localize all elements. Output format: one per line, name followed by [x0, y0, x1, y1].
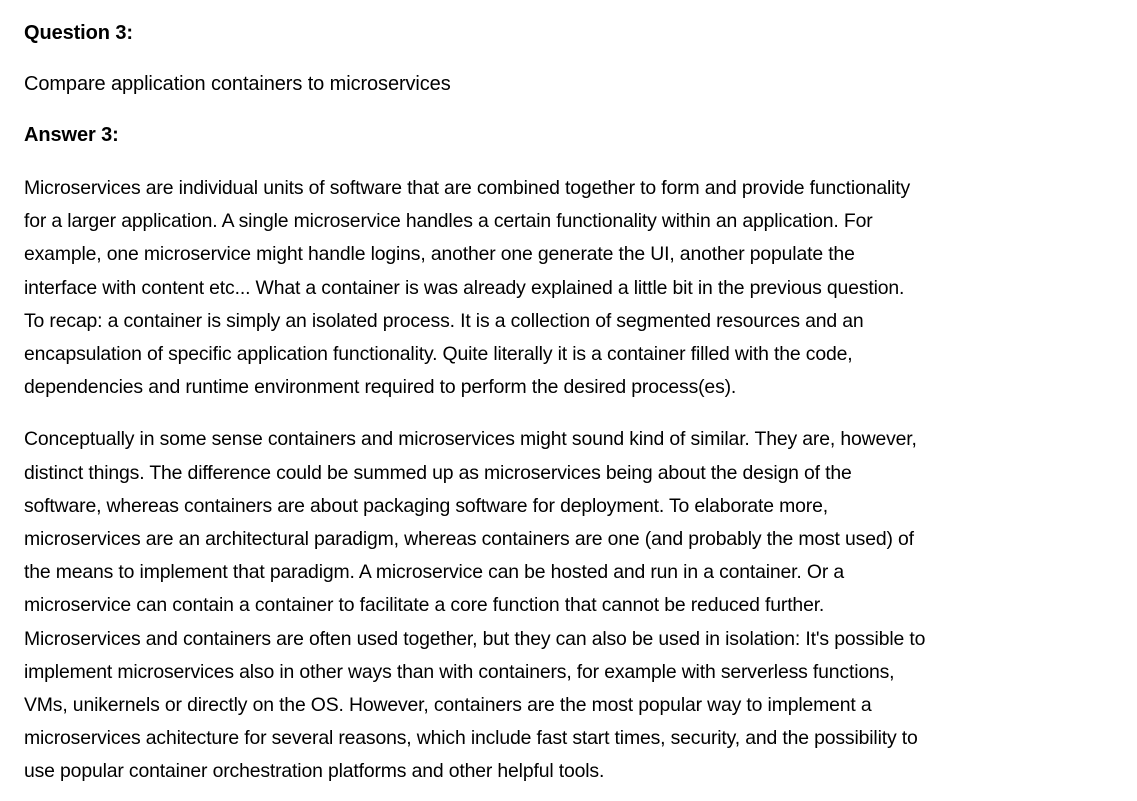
paragraph-line: Microservices are individual units of software that are combined together to form and provide functionality [24, 177, 911, 199]
answer-heading: Answer 3: [24, 124, 119, 146]
paragraph-line: microservices achitecture for several reasons, which include fast start times, security, and the possibility to [24, 727, 918, 750]
paragraph-line: Conceptually in some sense containers and microservices might sound kind of similar. They are, however, [24, 428, 917, 451]
paragraph-line: the means to implement that paradigm. A microservice can be hosted and run in a container. Or a [24, 561, 845, 584]
paragraph-line: use popular container orchestration platforms and other helpful tools. [24, 760, 605, 783]
paragraph-line: encapsulation of specific application functionality. Quite literally it is a container filled with the code, [24, 343, 853, 366]
question-heading: Question 3: [24, 22, 133, 44]
answer-paragraph-2 [24, 423, 1134, 788]
paragraph-line: To recap: a container is simply an isolated process. It is a collection of segmented resources and an [24, 309, 864, 332]
question-text: Compare application containers to microservices [24, 73, 451, 95]
paragraph-line: implement microservices also in other ways than with containers, for example with serverless functions, [24, 660, 895, 683]
paragraph-line: interface with content etc... What a container is was already explained a little bit in the previous question. [24, 276, 905, 299]
paragraph-line: Microservices and containers are often used together, but they can also be used in isolation: It's possible to [24, 627, 926, 650]
paragraph-line: example, one microservice might handle logins, another one generate the UI, another populate the [24, 243, 855, 266]
paragraph-line: distinct things. The difference could be summed up as microservices being about the design of the [24, 461, 852, 484]
paragraph-line: for a larger application. A single microservice handles a certain functionality within an application. For [24, 210, 873, 233]
paragraph-line: microservice can contain a container to facilitate a core function that cannot be reduced further. [24, 594, 825, 617]
paragraph-line: software, whereas containers are about packaging software for deployment. To elaborate more, [24, 494, 828, 517]
paragraph-line: dependencies and runtime environment required to perform the desired process(es). [24, 376, 737, 399]
answer-paragraph-1 [24, 172, 1134, 404]
paragraph-line: VMs, unikernels or directly on the OS. However, containers are the most popular way to implement a [24, 694, 872, 717]
paragraph-line: microservices are an architectural paradigm, whereas containers are one (and probably the most used) of [24, 528, 914, 551]
